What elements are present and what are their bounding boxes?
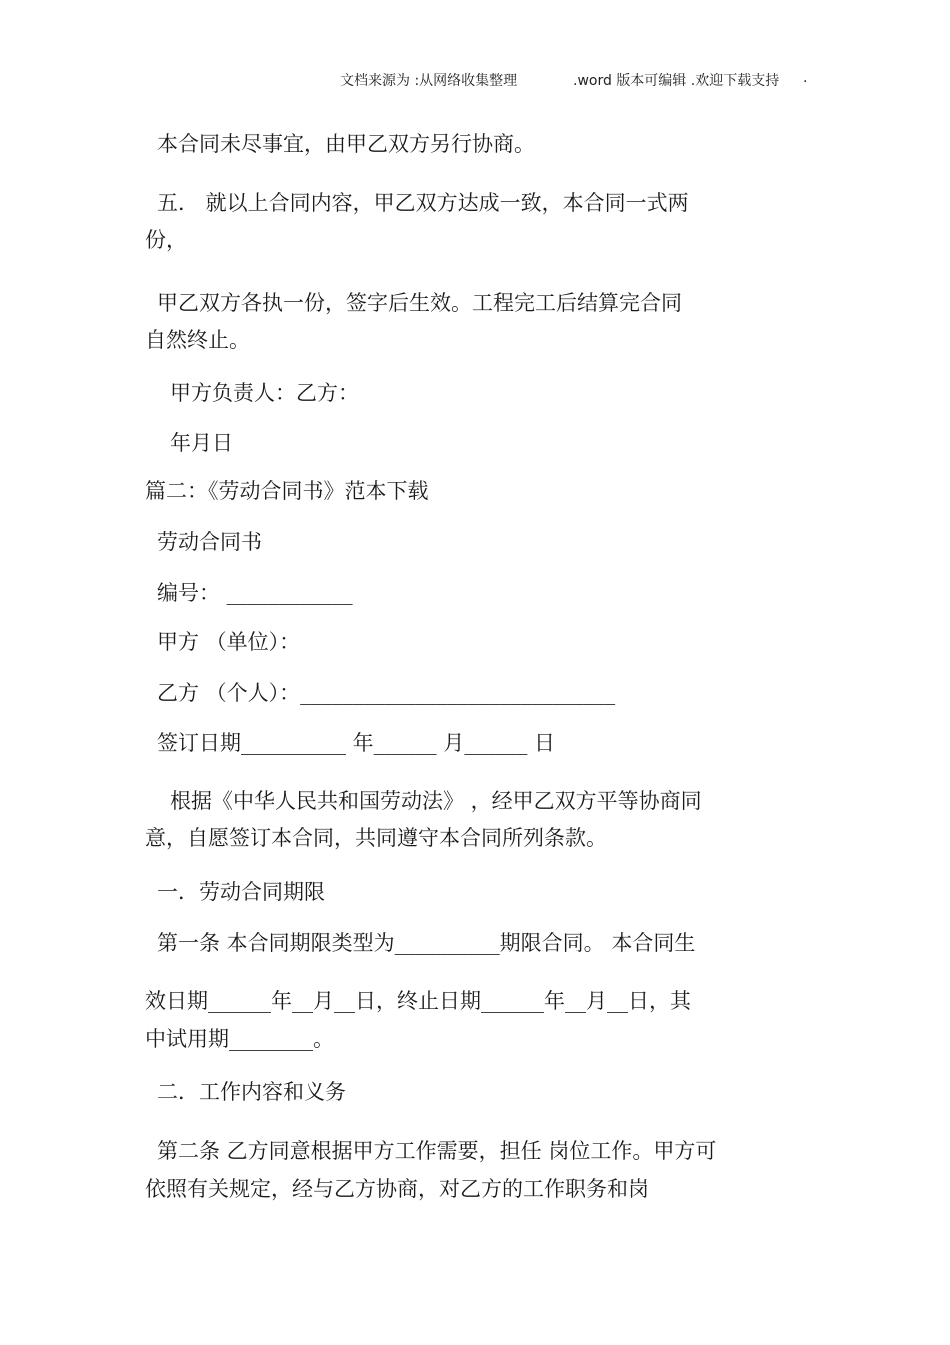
header-dot: . [803,70,808,86]
line-20: 二．工作内容和义务 [157,1080,346,1104]
line-14: 根据《中华人民共和国劳动法》 ，经甲乙双方平等协商同 [170,789,702,813]
line-10: 编号： ____________ [157,581,353,605]
line-16: 一．劳动合同期限 [157,880,325,904]
line-3: 份， [145,228,187,252]
line-1: 本合同未尽事宜，由甲乙双方另行协商。 [157,132,535,156]
line-11: 甲方 （单位）： [157,630,301,654]
line-6: 甲方负责人：乙方： [170,381,359,405]
line-5: 自然终止。 [145,328,250,352]
line-21: 第二条 乙方同意根据甲方工作需要，担任 岗位工作。甲方可 [157,1139,717,1163]
line-12: 乙方 （个人）：______________________________ [157,681,616,705]
line-9: 劳动合同书 [157,530,262,554]
line-4: 甲乙双方各执一份，签字后生效。工程完工后结算完合同 [157,291,682,315]
line-17: 第一条 本合同期限类型为__________期限合同。 本合同生 [157,931,696,955]
line-19: 中试用期________。 [145,1027,334,1051]
line-2: 五． 就以上合同内容，甲乙双方达成一致，本合同一式两 [157,191,689,215]
line-13: 签订日期__________ 年______ 月______ 日 [157,731,556,755]
line-15: 意，自愿签订本合同，共同遵守本合同所列条款。 [145,826,607,850]
header-source: 文档来源为 :从网络收集整理 [340,73,518,89]
line-18: 效日期______年__月__日，终止日期______年__月__日，其 [145,989,691,1013]
line-7: 年月日 [170,431,233,455]
line-8: 篇二：《劳动合同书》范本下载 [145,479,429,503]
line-22: 依照有关规定，经与乙方协商，对乙方的工作职务和岗 [145,1177,649,1201]
header-note: .word 版本可编辑 .欢迎下载支持 [573,73,780,89]
